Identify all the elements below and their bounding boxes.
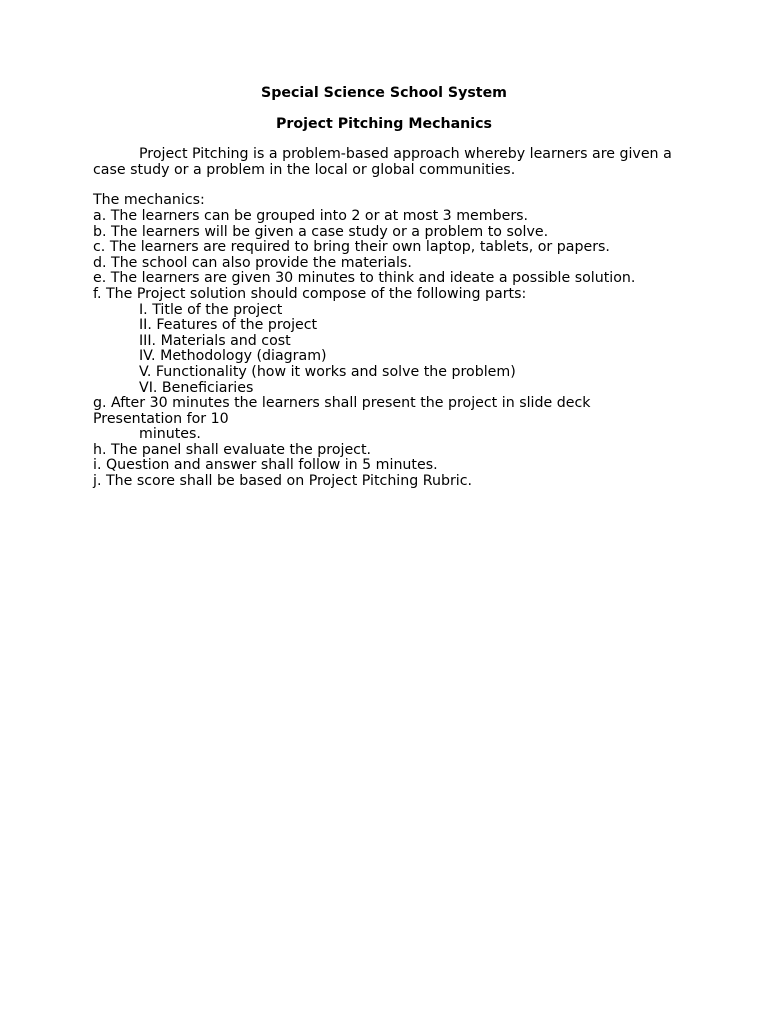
sub-list-item: IV. Methodology (diagram) bbox=[139, 348, 327, 365]
list-item: j. The score shall be based on Project Pitching Rubric. bbox=[93, 473, 473, 490]
sub-list-item: III. Materials and cost bbox=[139, 332, 291, 349]
list-item-g-line2: Presentation for 10 bbox=[93, 410, 229, 427]
list-item: h. The panel shall evaluate the project. bbox=[93, 441, 372, 458]
mechanics-list bbox=[93, 209, 693, 303]
document-title: Special Science School System bbox=[261, 85, 507, 101]
sub-list-item: VI. Beneficiaries bbox=[139, 379, 254, 396]
list-item: c. The learners are required to bring their own laptop, tablets, or papers. bbox=[93, 239, 610, 256]
list-item-g bbox=[93, 396, 693, 443]
list-item: e. The learners are given 30 minutes to think and ideate a possible solution. bbox=[93, 270, 636, 287]
sub-list-item: I. Title of the project bbox=[139, 301, 283, 318]
document-page bbox=[93, 86, 693, 490]
intro-paragraph: Project Pitching is a problem-based approach whereby learners are given a case study or a problem in the local or global communities. bbox=[93, 146, 672, 178]
list-item-g-line3: minutes. bbox=[139, 426, 201, 443]
sub-list-item: V. Functionality (how it works and solve the problem) bbox=[139, 363, 516, 380]
list-item: f. The Project solution should compose of the following parts: bbox=[93, 285, 527, 302]
mechanics-list-continued bbox=[93, 443, 693, 490]
document-subtitle: Project Pitching Mechanics bbox=[275, 115, 492, 132]
list-item: a. The learners can be grouped into 2 or at most 3 members. bbox=[93, 207, 529, 224]
list-item-g-line1: g. After 30 minutes the learners shall present the project in slide deck bbox=[93, 395, 591, 412]
list-item: i. Question and answer shall follow in 5 minutes. bbox=[93, 457, 438, 474]
mechanics-heading: The mechanics: bbox=[93, 192, 205, 209]
list-item: d. The school can also provide the materials. bbox=[93, 254, 412, 271]
list-item: b. The learners will be given a case study or a problem to solve. bbox=[93, 223, 549, 240]
sub-list-item: II. Features of the project bbox=[139, 317, 318, 334]
project-parts-list bbox=[93, 303, 693, 397]
